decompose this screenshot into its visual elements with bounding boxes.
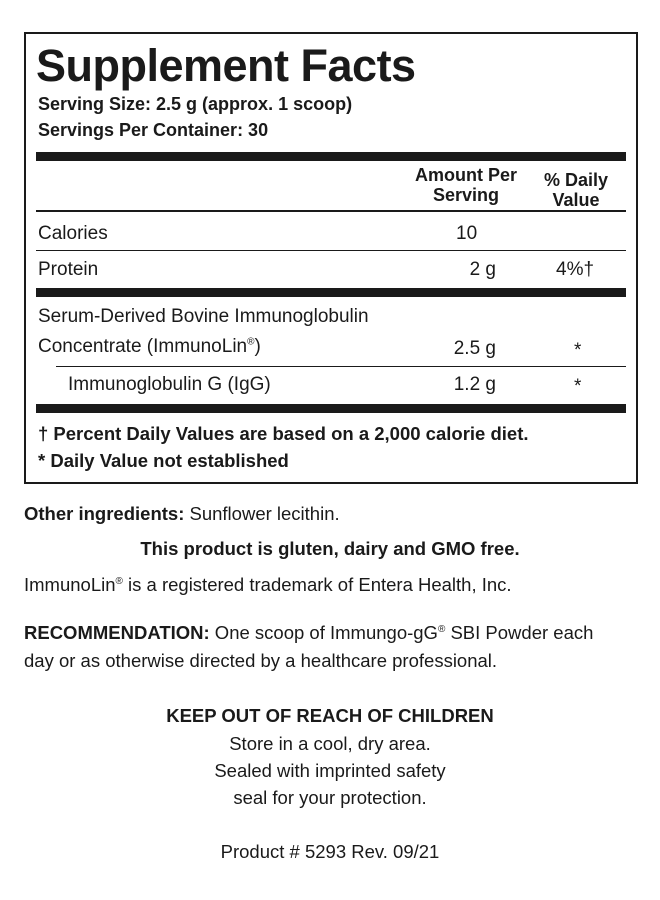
row-igg-name: Immunoglobulin G (IgG): [68, 374, 271, 395]
recommendation-line1: RECOMMENDATION: One scoop of Immungo-gG® SBI Powder each: [24, 622, 594, 643]
footnote-daily-values: † Percent Daily Values are based on a 2,000 calorie diet.: [38, 423, 529, 444]
thick-rule: [36, 288, 626, 297]
product-code: Product # 5293 Rev. 09/21: [220, 841, 440, 862]
row-protein-name: Protein: [38, 259, 99, 280]
other-ingredients: Other ingredients: Sunflower lecithin.: [24, 503, 340, 524]
storage-line1: Store in a cool, dry area.: [229, 733, 431, 754]
row-calories-name: Calories: [38, 223, 108, 244]
header-rule: [36, 210, 626, 212]
daily-value-header: % Daily Value: [543, 170, 609, 210]
row-sbi-amount: 2.5 g: [453, 338, 496, 359]
footnote-not-established: * Daily Value not established: [38, 450, 289, 471]
gluten-dairy-gmo-statement: This product is gluten, dairy and GMO free.: [140, 538, 520, 559]
row-divider: [56, 366, 626, 367]
trademark-notice: ImmunoLin® is a registered trademark of Entera Health, Inc.: [24, 574, 512, 595]
row-divider: [36, 250, 626, 251]
row-calories-amount: 10: [456, 223, 478, 244]
row-igg-amount: 1.2 g: [453, 374, 496, 395]
amount-per-serving-header: Amount Per Serving: [414, 165, 517, 205]
thick-rule: [36, 152, 626, 161]
thick-rule: [36, 404, 626, 413]
serving-size: Serving Size: 2.5 g (approx. 1 scoop): [38, 94, 353, 114]
servings-per-container: Servings Per Container: 30: [38, 120, 269, 140]
row-protein-dv: 4%†: [556, 259, 595, 280]
recommendation-line2: day or as otherwise directed by a healthcare professional.: [24, 650, 498, 671]
storage-line2: Sealed with imprinted safety: [214, 760, 446, 781]
row-sbi-name-line2: Concentrate (ImmunoLin®): [38, 336, 261, 357]
row-sbi-name-line1: Serum-Derived Bovine Immunoglobulin: [38, 306, 369, 327]
supplement-facts-panel: [24, 32, 638, 484]
row-protein-amount: 2 g: [469, 259, 496, 280]
warning-title: KEEP OUT OF REACH OF CHILDREN: [166, 705, 494, 726]
storage-line3: seal for your protection.: [233, 787, 427, 808]
row-sbi-dv: *: [574, 340, 582, 361]
row-igg-dv: *: [574, 376, 582, 397]
panel-title: Supplement Facts: [36, 40, 416, 91]
